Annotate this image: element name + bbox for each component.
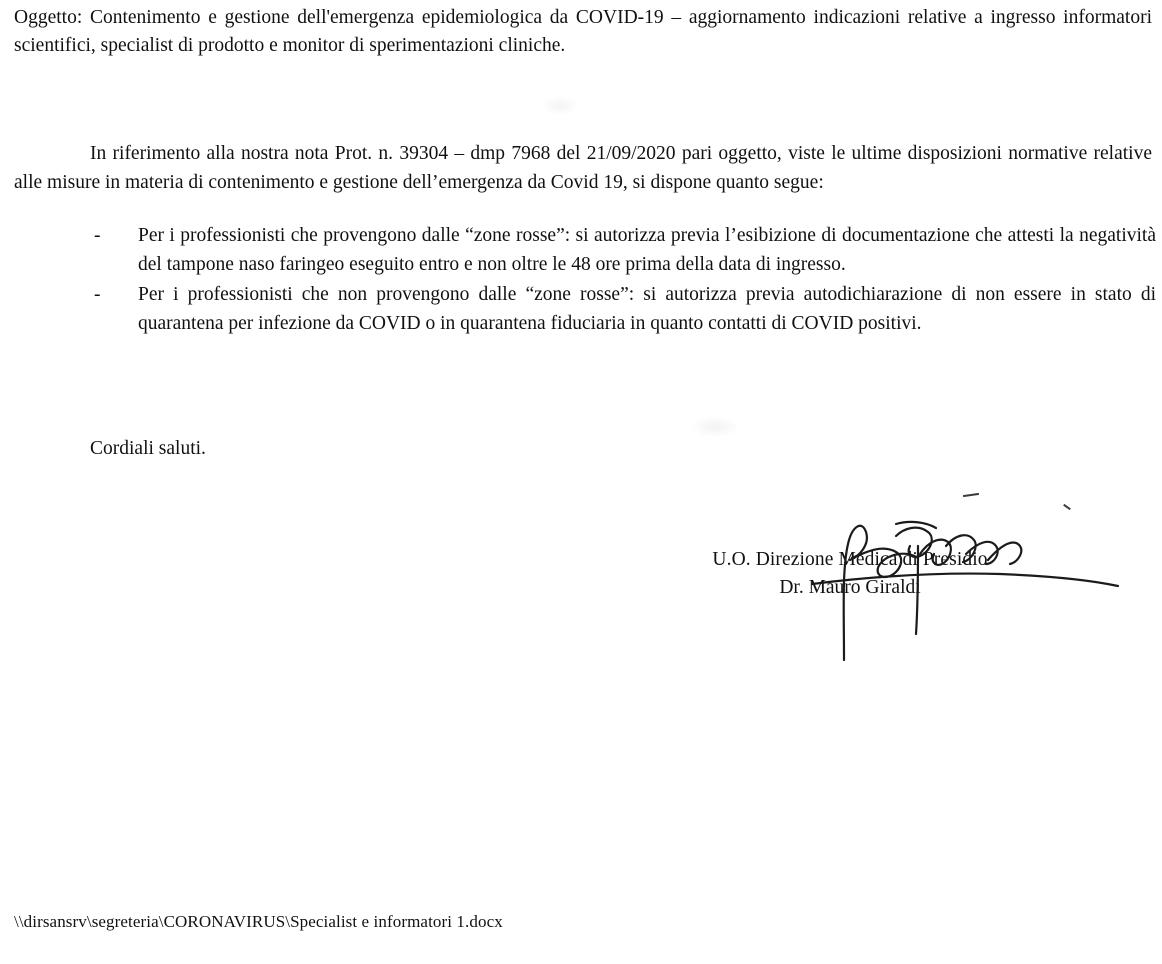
bullet-marker: - bbox=[94, 225, 101, 246]
bullet-list bbox=[90, 222, 1156, 341]
subject-line bbox=[14, 4, 1152, 59]
signature-block bbox=[600, 546, 1100, 603]
pen-stray-mark bbox=[963, 493, 979, 497]
paper-smudge bbox=[540, 96, 580, 116]
list-item bbox=[90, 222, 1156, 279]
list-item-text: Per i professionisti che provengono dalle “zone rosse”: si autorizza previa l’esibizione di documentazione che attesti la negatività del tampone naso faringeo eseguito entro e non oltre le 48 ore prima della data di ingresso. bbox=[138, 225, 1156, 275]
pen-stray-mark bbox=[1063, 504, 1071, 510]
list-item-text: Per i professionisti che non provengono dalle “zone rosse”: si autorizza previa autodichiarazione di non essere in stato di quarantena per infezione da COVID o in quarantena fiduciaria in quanto contatti di COVID positivi. bbox=[138, 284, 1156, 334]
file-path-footer: \\dirsansrv\segreteria\CORONAVIRUS\Specialist e informatori 1.docx bbox=[14, 912, 503, 931]
signature-name: Dr. Mauro Giraldi bbox=[779, 577, 921, 599]
closing-salutation: Cordiali saluti. bbox=[90, 438, 206, 459]
paper-smudge bbox=[690, 416, 740, 438]
bullet-marker: - bbox=[94, 284, 101, 306]
subject-text: Contenimento e gestione dell'emergenza epidemiologica da COVID-19 – aggiornamento indicazioni relative a ingresso informatori scientifici, specialist di prodotto e monitor di sperimentazioni cliniche. bbox=[14, 7, 1152, 56]
signature-office: U.O. Direzione Medica di Presidio bbox=[712, 549, 988, 570]
intro-paragraph: In riferimento alla nostra nota Prot. n. 39304 – dmp 7968 del 21/09/2020 pari oggetto, viste le ultime disposizioni normative relative alle misure in materia di contenimento e gestione dell’emergenza da Covid 19, si dispone quanto segue: bbox=[14, 143, 1152, 193]
subject-label: Oggetto: bbox=[14, 7, 83, 28]
list-item bbox=[90, 281, 1156, 338]
